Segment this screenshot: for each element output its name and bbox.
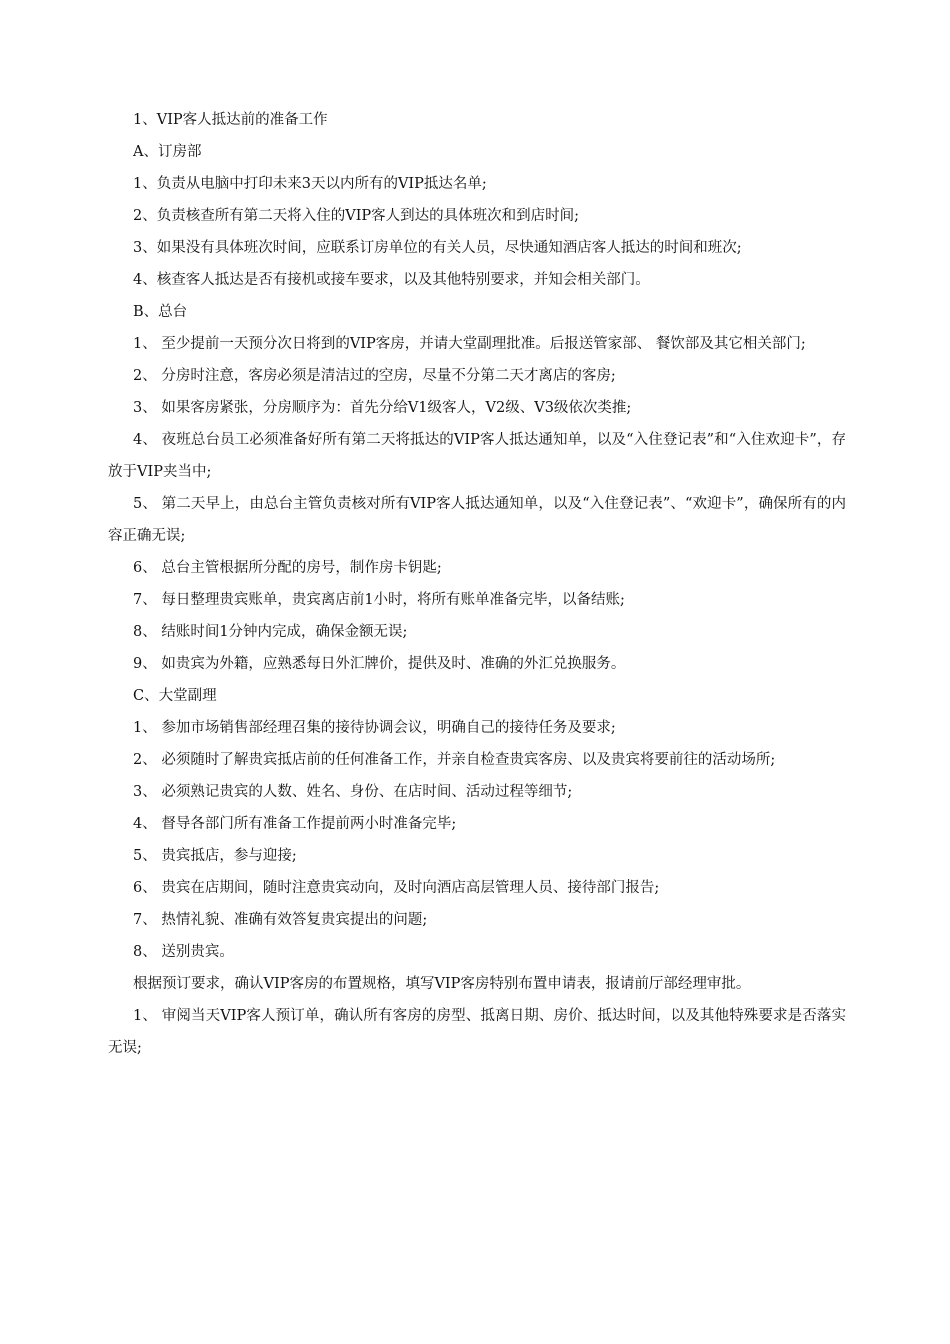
list-item: 1、 审阅当天VIP客人预订单，确认所有客房的房型、抵离日期、房价、抵达时间，以及其他特殊要求是否落实无误; (108, 1008, 846, 1056)
list-item: 3、如果没有具体班次时间，应联系订房单位的有关人员，尽快通知酒店客人抵达的时间和班次; (133, 240, 742, 256)
list-item: 1、负责从电脑中打印未来3天以内所有的VIP抵达名单; (133, 176, 487, 192)
list-item: 8、 送别贵宾。 (133, 944, 234, 960)
list-item: 1、 至少提前一天预分次日将到的VIP客房，并请大堂副理批准。后报送管家部、 餐饮部及其它相关部门; (133, 336, 806, 352)
list-item: 2、 必须随时了解贵宾抵店前的任何准备工作，并亲自检查贵宾客房、以及贵宾将要前往的活动场所; (133, 752, 776, 768)
section-heading-vip-preparation: 1、VIP客人抵达前的准备工作 (133, 112, 328, 128)
list-item: 4、 督导各部门所有准备工作提前两小时准备完毕; (133, 816, 457, 832)
list-item: 3、 必须熟记贵宾的人数、姓名、身份、在店时间、活动过程等细节; (133, 784, 573, 800)
list-item: 6、 总台主管根据所分配的房号，制作房卡钥匙; (133, 560, 442, 576)
list-item: 4、 夜班总台员工必须准备好所有第二天将抵达的VIP客人抵达通知单，以及“入住登记表”和“入住欢迎卡”，存放于VIP夹当中; (108, 432, 846, 480)
list-item: 9、 如贵宾为外籍，应熟悉每日外汇牌价，提供及时、准确的外汇兑换服务。 (133, 656, 626, 672)
list-item: 3、 如果客房紧张，分房顺序为：首先分给V1级客人，V2级、V3级依次类推; (133, 400, 632, 416)
document-body (108, 104, 846, 1064)
list-item: 4、核查客人抵达是否有接机或接车要求，以及其他特别要求，并知会相关部门。 (133, 272, 650, 288)
subsection-heading-reservations: A、订房部 (133, 144, 202, 160)
subsection-heading-lobby-manager: C、大堂副理 (133, 688, 217, 704)
list-item: 6、 贵宾在店期间，随时注意贵宾动向，及时向酒店高层管理人员、接待部门报告; (133, 880, 660, 896)
list-item: 7、 热情礼貌、准确有效答复贵宾提出的问题; (133, 912, 428, 928)
list-item: 5、 第二天早上，由总台主管负责核对所有VIP客人抵达通知单，以及“入住登记表”、“欢迎卡”，确保所有的内容正确无误; (108, 496, 846, 544)
list-item: 8、 结账时间1分钟内完成，确保金额无误; (133, 624, 408, 640)
list-item: 2、 分房时注意，客房必须是清洁过的空房，尽量不分第二天才离店的客房; (133, 368, 616, 384)
subsection-heading-front-desk: B、总台 (133, 304, 188, 320)
body-paragraph: 根据预订要求，确认VIP客房的布置规格，填写VIP客房特别布置申请表，报请前厅部经理审批。 (133, 976, 751, 992)
list-item: 2、负责核查所有第二天将入住的VIP客人到达的具体班次和到店时间; (133, 208, 580, 224)
list-item: 7、 每日整理贵宾账单，贵宾离店前1小时，将所有账单准备完毕，以备结账; (133, 592, 625, 608)
list-item: 5、 贵宾抵店，参与迎接; (133, 848, 297, 864)
list-item: 1、 参加市场销售部经理召集的接待协调会议，明确自己的接待任务及要求; (133, 720, 616, 736)
